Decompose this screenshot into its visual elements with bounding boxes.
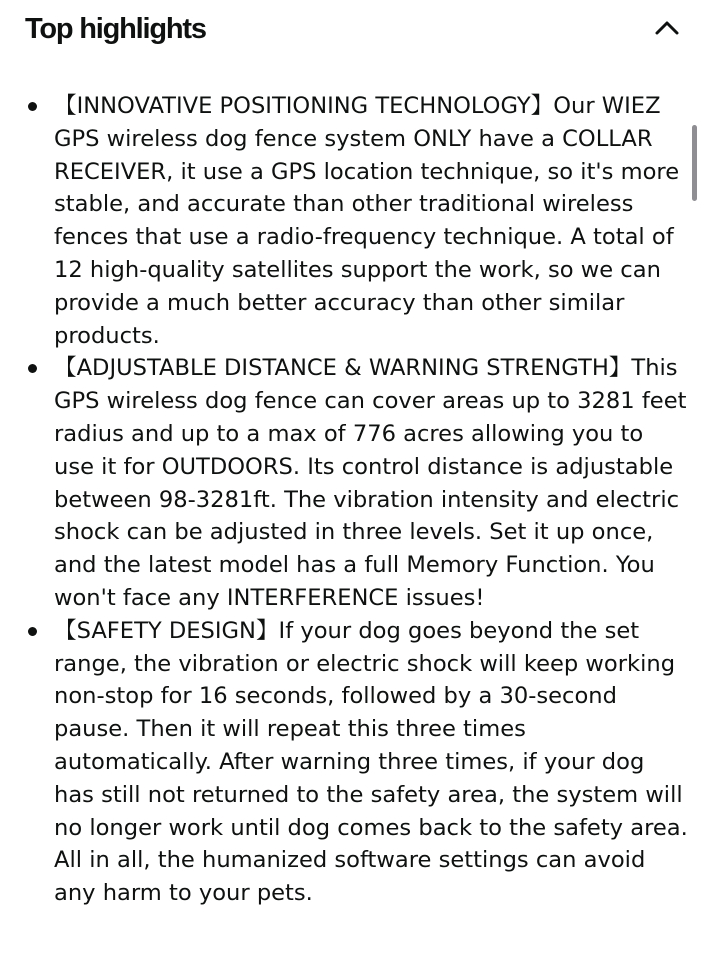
highlight-item: 【ADJUSTABLE DISTANCE & WARNING STRENGTH】This GPS wireless dog fence can cover areas up to 3281 feet radius and up to a max of 776 acres allowing you to use it for OUTDOORS. Its control distance is adjustable between 98-3281ft. The vibration intensity and electric shock can be adjusted in three levels. Set it up once, and the latest model has a full Memory Function. You won't face any INTERFERENCE issues! (0, 352, 690, 614)
highlights-list (0, 90, 690, 910)
section-title: Top highlights (25, 13, 206, 45)
highlights-header[interactable] (0, 0, 703, 62)
chevron-up-icon[interactable] (652, 16, 682, 40)
scrollbar-thumb[interactable] (692, 125, 697, 201)
highlight-item: 【INNOVATIVE POSITIONING TECHNOLOGY】Our WIEZ GPS wireless dog fence system ONLY have a COLLAR RECEIVER, it use a GPS location technique, so it's more stable, and accurate than other traditional wireless fences that use a radio-frequency technique. A total of 12 high-quality satellites support the work, so we can provide a much better accuracy than other similar products. (0, 90, 690, 352)
highlight-item: 【SAFETY DESIGN】If your dog goes beyond the set range, the vibration or electric shock will keep working non-stop for 16 seconds, followed by a 30-second pause. Then it will repeat this three times automatically. After warning three times, if your dog has still not returned to the safety area, the system will no longer work until dog comes back to the safety area. All in all, the humanized software settings can avoid any harm to your pets. (0, 615, 690, 910)
